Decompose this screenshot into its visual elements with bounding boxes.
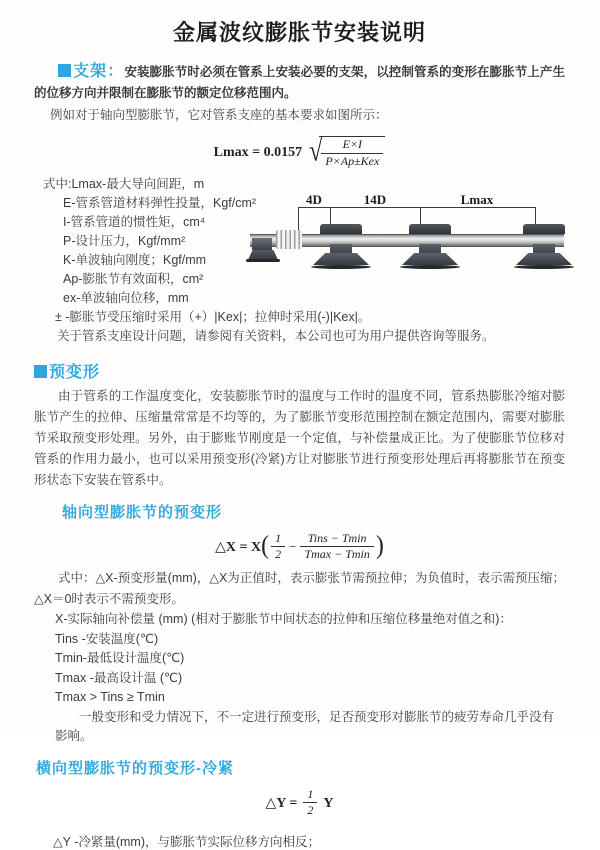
axial-formula: [34, 532, 565, 563]
lmax-fraction-denominator: P×Ap±Kex: [325, 153, 380, 168]
predeform-section-heading-row: [34, 359, 565, 382]
bellows-expansion-joint: [276, 230, 302, 249]
half-denominator: 2: [275, 547, 282, 562]
pipe-support-diagram: [250, 190, 572, 280]
half-denominator: 2: [307, 803, 314, 818]
support-foot: [311, 265, 371, 269]
axial-explain-paragraph: 式中：△X-预变形量(mm)，△X为正值时，表示膨张节需预拉伸；为负值时，表示需预压缩；△X＝0时表示不需预变形。: [34, 571, 565, 607]
lateral-formula: [34, 788, 565, 819]
axial-definitions-list: [34, 610, 565, 747]
definition-line: E-管系管道材料弹性投量，Kgf/cm²: [63, 195, 257, 210]
anchor-support-foot: [246, 259, 280, 262]
definition-line: 式中:Lmax-最大导向间距，m: [43, 176, 205, 191]
support-example-line: 例如对于轴向型膨胀节，它对管系支座的基本要求如图所示：: [50, 108, 388, 122]
definition-line: P-设计压力，Kgf/mm²: [63, 233, 186, 248]
definition-line: 关于管系支座设计问题，请参阅有关资料，本公司也可为用户提供咨询等服务。: [57, 328, 495, 343]
definition-line: I-管系管道的惯性矩，cm⁴: [63, 214, 206, 229]
half-fraction: [271, 532, 285, 563]
support-clamp: [320, 224, 362, 234]
support-intro-paragraph: [34, 61, 565, 104]
definition-line: K-单波轴向刚度；Kgf/mm: [63, 252, 207, 267]
lateral-definition-line: △Y -冷紧量(mm)，与膨胀节实际位移方向相反；: [53, 835, 321, 850]
definition-line: X-实际轴向补偿量 (mm) (相对于膨胀节中间状态的拉伸和压缩位移量绝对值之和)：: [55, 612, 512, 627]
open-paren: (: [261, 532, 270, 561]
dim-label-14d: 14D: [363, 192, 387, 207]
page-title: 金属波纹膨胀节安装说明: [172, 20, 426, 45]
temperature-fraction: [300, 532, 373, 563]
support-base: [313, 253, 369, 265]
guide-support: [402, 224, 458, 270]
predeform-section-heading: 预变形: [49, 363, 101, 381]
temperature-numerator: Tins − Tmin: [300, 532, 373, 548]
half-fraction: [303, 788, 317, 819]
definition-line: ± -膨胀节受压缩时采用（+）|Kex|；拉伸时采用(-)|Kex|。: [55, 309, 371, 324]
support-clamp: [409, 224, 451, 234]
lateral-formula-lhs: △Y =: [265, 795, 298, 811]
definition-line: Tins -安装温度(℃): [55, 631, 159, 646]
minus-operator: −: [289, 538, 297, 554]
definition-line: ex-单波轴向位移，mm: [63, 290, 189, 305]
dimension-line: [298, 207, 535, 208]
half-numerator: 1: [271, 532, 285, 548]
support-base: [402, 253, 458, 265]
temperature-denominator: Tmax − Tmin: [304, 547, 370, 562]
predeform-body-paragraph: 由于管系的工作温度变化，安装膨胀节时的温度与工作时的温度不同，管系热膨胀冷缩对膨胀节产生的拉伸、压缩量常常是不均等的，为了膨胀节变形范围控制在额定范围内，需要对膨胀节采取预变形处理。另外，由于膨账节刚度是一个定值，与补偿量成正比。为了使膨胀节位移对管系的作用力最小，也可以采用预变形(冷紧)方让对膨胀节进行预变形处理后再将膨胀节在预变形状态下安装在管系中。: [34, 388, 565, 487]
lateral-formula-rhs: Y: [323, 795, 334, 811]
support-neck: [330, 244, 352, 253]
radical-sign: √: [309, 135, 323, 168]
guide-support: [313, 224, 369, 270]
dim-label-4d: 4D: [306, 192, 322, 207]
support-neck: [419, 244, 441, 253]
dim-label-lmax: Lmax: [460, 192, 494, 207]
lmax-formula-lhs: Lmax = 0.0157: [213, 144, 303, 160]
half-numerator: 1: [303, 788, 317, 804]
lmax-fraction-numerator: E×I: [321, 138, 383, 154]
definition-line: Tmax > Tins ≥ Tmin: [55, 690, 165, 705]
guide-support: [516, 224, 572, 270]
lateral-subheading: 横向型膨胀节的预变形-冷紧: [36, 759, 234, 777]
section-bullet-icon: [34, 365, 47, 378]
axial-subheading: 轴向型膨胀节的预变形: [62, 503, 223, 521]
lmax-fraction: [321, 138, 383, 169]
axial-formula-lhs: △X = X: [215, 539, 262, 555]
close-paren: ): [375, 532, 384, 561]
support-base: [516, 253, 572, 265]
definition-line: Ap-膨胀节有效面积，cm²: [63, 271, 204, 286]
support-clamp: [523, 224, 565, 234]
lmax-radicand: [319, 136, 385, 169]
section-bullet-icon: [58, 64, 71, 77]
definition-line: Tmax -最高设计温 (℃): [55, 670, 183, 685]
lmax-formula: [34, 136, 565, 169]
axial-note-line: 一般变形和受力情况下，不一定进行预变形，足否预变形对膨胀节的疲劳寿命几乎没有影响。: [55, 709, 555, 744]
support-intro-text: 安装膨胀节时必须在管系上安装必要的支架，以控制管系的变形在膨胀节上产生的位移方向并限制在膨胀节的额定位移范围内。: [34, 65, 565, 100]
anchor-support-block: [252, 238, 272, 250]
support-neck: [533, 244, 555, 253]
support-foot: [514, 265, 574, 269]
definition-line: Tmin-最低设计温度(℃): [55, 651, 185, 666]
support-section-heading: 支架：: [73, 63, 125, 80]
support-foot: [400, 265, 460, 269]
